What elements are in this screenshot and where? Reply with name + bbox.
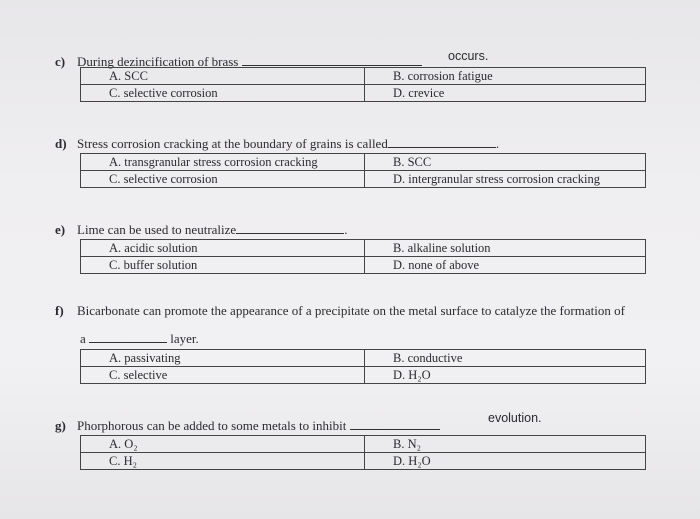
- line2-prefix: a: [80, 331, 86, 346]
- question-text: Stress corrosion cracking at the boundary of grains is called: [77, 136, 388, 151]
- question-label: e): [55, 222, 66, 237]
- answer-blank: [89, 342, 167, 343]
- question-text: Lime can be used to neutralize: [77, 222, 237, 237]
- question-suffix: .: [495, 136, 500, 151]
- question-suffix: occurs.: [448, 49, 489, 63]
- option-c: C. selective: [81, 367, 365, 384]
- question-text: During dezincification of brass: [77, 54, 239, 69]
- question-d: [55, 136, 499, 152]
- question-label: f): [55, 303, 64, 318]
- options-table-g: [80, 435, 646, 470]
- option-d: D. H₂O: [365, 453, 646, 470]
- line2-suffix: layer.: [170, 331, 199, 346]
- option-a: A. passivating: [81, 350, 365, 367]
- option-a: A. transgranular stress corrosion cracking: [81, 154, 365, 171]
- question-f: [55, 303, 625, 319]
- question-e: [55, 222, 347, 238]
- option-b: B. conductive: [365, 350, 646, 367]
- option-b: B. N₂: [365, 436, 646, 453]
- question-suffix: evolution.: [488, 411, 542, 425]
- option-b: B. corrosion fatigue: [365, 68, 646, 85]
- answer-blank: [350, 429, 440, 430]
- question-label: c): [55, 54, 66, 69]
- options-table-e: [80, 239, 646, 274]
- option-d: D. H₂O: [365, 367, 646, 384]
- question-suffix: .: [344, 222, 348, 237]
- option-a: A. acidic solution: [81, 240, 365, 257]
- question-label: d): [55, 136, 67, 151]
- option-a: A. SCC: [81, 68, 365, 85]
- option-c: C. selective corrosion: [81, 85, 365, 102]
- option-b: B. alkaline solution: [365, 240, 646, 257]
- question-g: [55, 418, 440, 434]
- options-table-d: [80, 153, 646, 188]
- options-table-c: [80, 67, 646, 102]
- option-d: D. intergranular stress corrosion cracking: [365, 171, 646, 188]
- option-b: B. SCC: [365, 154, 646, 171]
- option-d: D. none of above: [365, 257, 646, 274]
- answer-blank: [388, 147, 496, 148]
- option-c: C. H₂: [81, 453, 365, 470]
- question-text: Phorphorous can be added to some metals to inhibit: [77, 418, 347, 433]
- question-label: g): [55, 418, 66, 433]
- options-table-f: [80, 349, 646, 384]
- answer-blank: [242, 65, 422, 66]
- option-c: C. buffer solution: [81, 257, 365, 274]
- answer-blank: [236, 233, 344, 234]
- option-c: C. selective corrosion: [81, 171, 365, 188]
- question-text: Bicarbonate can promote the appearance of a precipitate on the metal surface to catalyze the formation of: [77, 303, 625, 318]
- option-a: A. O₂: [81, 436, 365, 453]
- question-f-line2: [80, 331, 199, 347]
- option-d: D. crevice: [365, 85, 646, 102]
